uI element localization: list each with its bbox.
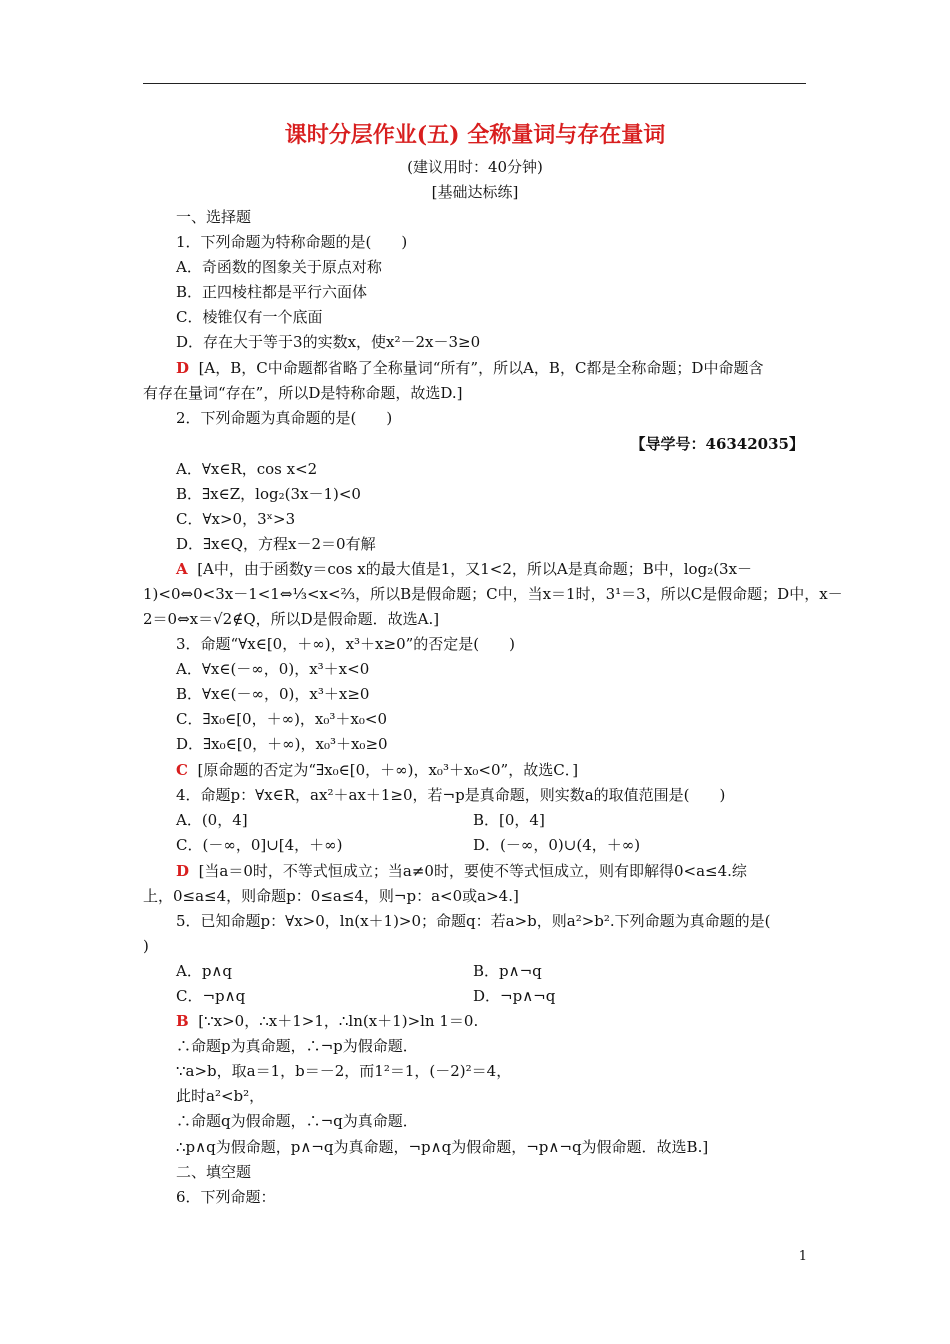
explanation: [∵x>0，∴x＋1>1，∴ln(x＋1)>ln 1＝0. — [198, 1012, 479, 1030]
option: D．∃x∈Q，方程x－2＝0有解 — [176, 535, 376, 553]
explanation: 上，0≤a≤4，则命题p：0≤a≤4，则¬p：a<0或a>4.] — [143, 887, 519, 905]
option: D．∃x₀∈[0，＋∞)，x₀³＋x₀≥0 — [176, 735, 388, 753]
page-number: 1 — [798, 1249, 807, 1264]
option: C．¬p∧q — [176, 987, 246, 1005]
explanation: ∵a>b，取a＝1，b＝－2，而1²＝1，(－2)²＝4， — [176, 1062, 512, 1080]
option: B．∃x∈Z，log₂(3x－1)<0 — [176, 485, 361, 503]
answer-letter: D — [176, 862, 190, 880]
answer-line — [176, 1011, 478, 1031]
option: C．∀x>0，3ˣ>3 — [176, 510, 296, 528]
explanation: 1)<0⇔0<3x－1<1⇔⅓<x<⅔，所以B是假命题；C中，当x＝1时，3¹＝3，所以C是假命题；D中，x－ — [143, 585, 843, 603]
section-tag: [基础达标练] — [431, 183, 519, 201]
option: A．(0，4] — [176, 811, 248, 829]
explanation: 2＝0⇔x＝√2∉Q，所以D是假命题．故选A.] — [143, 610, 440, 628]
question-stem: 2．下列命题为真命题的是( ) — [176, 409, 393, 427]
explanation: ∴p∧q为假命题，p∧¬q为真命题，¬p∧q为假命题，¬p∧¬q为假命题．故选B.] — [176, 1138, 709, 1156]
answer-line — [176, 358, 763, 378]
explanation: 有存在量词“存在”，所以D是特称命题，故选D.] — [143, 384, 463, 402]
question-stem: 5．已知命题p：∀x>0，ln(x＋1)>0；命题q：若a>b，则a²>b².下列命题为真命题的是( — [176, 912, 771, 930]
option: A．∀x∈(－∞，0)，x³＋x<0 — [176, 660, 370, 678]
option: D．¬p∧¬q — [473, 987, 556, 1005]
answer-line — [176, 559, 752, 579]
guide-number: 【导学号：46342035】 — [630, 435, 804, 453]
answer-letter: C — [176, 761, 188, 779]
option: D．存在大于等于3的实数x，使x²－2x－3≥0 — [176, 333, 481, 351]
question-stem: ) — [143, 937, 149, 955]
answer-letter: D — [176, 359, 190, 377]
question-stem: 1．下列命题为特称命题的是( ) — [176, 233, 408, 251]
option: B．正四棱柱都是平行六面体 — [176, 283, 368, 301]
part-heading: 一、选择题 — [176, 208, 252, 226]
question-stem: 6．下列命题： — [176, 1188, 276, 1206]
question-stem: 3．命题“∀x∈[0，＋∞)，x³＋x≥0”的否定是( ) — [176, 635, 515, 653]
explanation: ∴命题p为真命题，∴¬p为假命题． — [176, 1037, 418, 1055]
explanation: [A，B，C中命题都省略了全称量词“所有”，所以A，B，C都是全称命题；D中命题含 — [198, 359, 764, 377]
explanation: [当a＝0时，不等式恒成立；当a≠0时，要使不等式恒成立，则有即解得0<a≤4.综 — [198, 862, 747, 880]
option: C．棱锥仅有一个底面 — [176, 308, 323, 326]
explanation: [原命题的否定为“∃x₀∈[0，＋∞)，x₀³＋x₀<0”，故选C．] — [197, 761, 579, 779]
explanation: [A中，由于函数y＝cos x的最大值是1，又1<2，所以A是真命题；B中，log₂(3x－ — [197, 560, 753, 578]
part-heading: 二、填空题 — [176, 1163, 252, 1181]
option: C．∃x₀∈[0，＋∞)，x₀³＋x₀<0 — [176, 710, 388, 728]
option: B．p∧¬q — [473, 962, 542, 980]
option: A．p∧q — [176, 962, 233, 980]
option: B．[0，4] — [473, 811, 545, 829]
option: B．∀x∈(－∞，0)，x³＋x≥0 — [176, 685, 370, 703]
option: C．(－∞，0]∪[4，＋∞) — [176, 836, 343, 854]
answer-letter: B — [176, 1012, 189, 1030]
answer-letter: A — [176, 560, 188, 578]
question-stem: 4．命题p：∀x∈R，ax²＋ax＋1≥0，若¬p是真命题，则实数a的取值范围是( ) — [176, 786, 726, 804]
answer-line — [176, 861, 747, 881]
page-title: 课时分层作业(五) 全称量词与存在量词 — [284, 122, 666, 148]
header-rule — [143, 83, 806, 84]
explanation: ∴命题q为假命题，∴¬q为真命题． — [176, 1112, 418, 1130]
answer-line — [176, 760, 578, 780]
option: A．奇函数的图象关于原点对称 — [176, 258, 382, 276]
option: D．(－∞，0)∪(4，＋∞) — [473, 836, 641, 854]
option: A．∀x∈R，cos x<2 — [176, 460, 318, 478]
subtitle: (建议用时：40分钟) — [407, 158, 543, 176]
explanation: 此时a²<b²， — [176, 1087, 265, 1105]
